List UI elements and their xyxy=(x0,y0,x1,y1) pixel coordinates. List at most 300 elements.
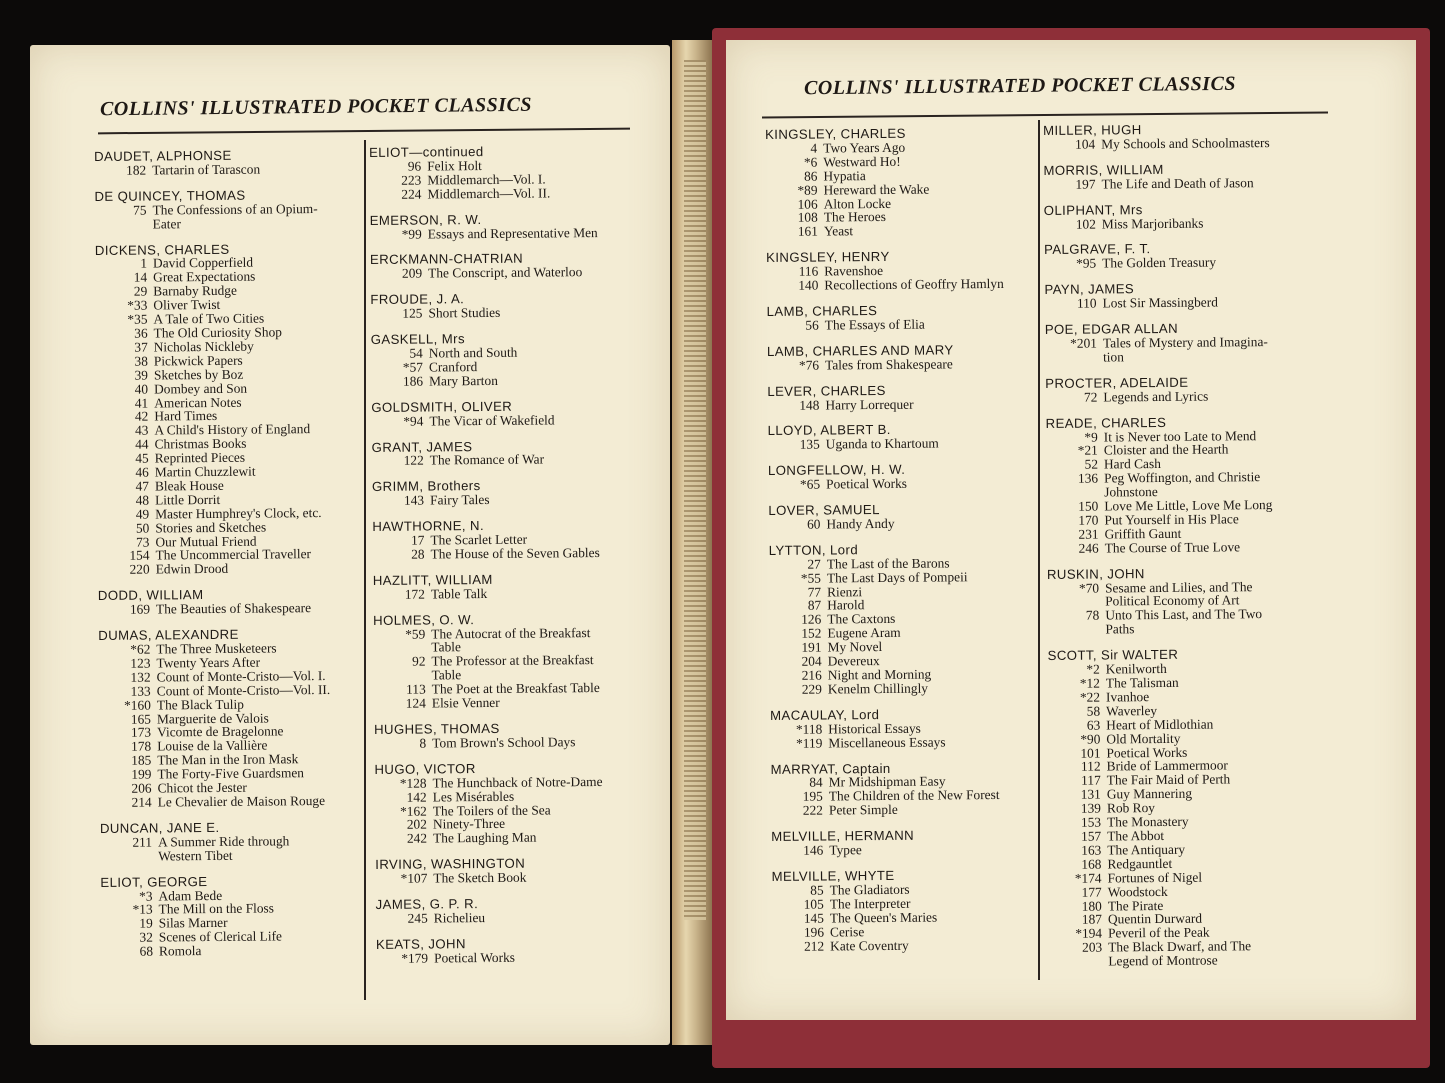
book-number: 29 xyxy=(133,283,148,299)
book-number: 133 xyxy=(130,683,151,699)
book-title: Felix Holt xyxy=(427,157,482,174)
book-title: Kenelm Chillingly xyxy=(827,680,929,697)
catalog-column-4 xyxy=(1043,122,1322,981)
book-title: Great Expectations xyxy=(153,268,256,285)
author-name: PROCTER, ADELAIDE xyxy=(1045,374,1189,391)
author-entry xyxy=(767,382,1039,412)
book-number: 85 xyxy=(810,882,824,898)
book-title: Bride of Lammermoor xyxy=(1106,757,1228,774)
book-title: Historical Essays xyxy=(828,720,921,737)
book-title: Elsie Venner xyxy=(431,694,500,711)
author-name: LOVER, SAMUEL xyxy=(768,502,880,519)
book-listing xyxy=(100,833,368,863)
book-title: The Three Musketeers xyxy=(156,640,277,657)
book-title: Cerise xyxy=(829,923,865,940)
book-title: The Pirate xyxy=(1107,897,1164,913)
book-title: The Toilers of the Sea xyxy=(432,801,551,818)
book-title: Poetical Works xyxy=(434,949,516,966)
book-title: Rienzi xyxy=(826,583,863,600)
book-number: *90 xyxy=(1080,731,1101,747)
book-title: Peter Simple xyxy=(828,802,898,818)
book-title: Cranford xyxy=(428,358,478,375)
author-name: DAUDET, ALPHONSE xyxy=(93,147,232,164)
book-number: 56 xyxy=(805,317,819,333)
book-title: Marguerite de Valois xyxy=(156,710,269,727)
book-title: The Old Curiosity Shop xyxy=(153,324,283,341)
book-title: Sesame and Lilies, and The Political Economy of Art xyxy=(1104,578,1253,609)
book-title: Mary Barton xyxy=(428,372,498,389)
book-number: *35 xyxy=(127,311,148,327)
book-title: Handy Andy xyxy=(826,515,895,532)
book-number: 214 xyxy=(131,794,152,810)
book-title: The Course of True Love xyxy=(1104,539,1241,556)
spine-binding-mesh xyxy=(684,60,706,920)
book-listing xyxy=(370,305,642,321)
book-title: Guy Mannering xyxy=(1106,785,1193,802)
book-listing xyxy=(766,277,1038,293)
book-title: Silas Marner xyxy=(158,915,228,931)
page-header-left: COLLINS' ILLUSTRATED POCKET CLASSICS xyxy=(99,93,533,121)
book-title: Tartarin of Tarascon xyxy=(152,161,261,178)
author-entry xyxy=(768,422,1040,452)
book-title: Our Mutual Friend xyxy=(155,533,257,550)
author-name: ERCKMANN-CHATRIAN xyxy=(369,251,524,268)
book-listing xyxy=(98,561,366,577)
book-listing xyxy=(1047,579,1319,609)
book-title: Essays and Representative Men xyxy=(427,224,598,242)
book-title: Devereux xyxy=(827,653,880,669)
book-number: 122 xyxy=(403,452,424,469)
book-title: The House of the Seven Gables xyxy=(430,544,600,562)
book-number: *12 xyxy=(1079,675,1100,691)
book-title: The Beauties of Shakespeare xyxy=(155,600,312,617)
author-name: MACAULAY, Lord xyxy=(770,706,880,723)
book-listing xyxy=(373,546,645,562)
book-number: 116 xyxy=(798,263,819,279)
book-title: The Poet at the Breakfast Table xyxy=(431,680,600,697)
book-number: 199 xyxy=(131,766,152,782)
book-number: 32 xyxy=(139,929,153,945)
book-title: Bleak House xyxy=(154,477,224,494)
book-number: *99 xyxy=(401,226,422,242)
book-number: *9 xyxy=(1084,429,1098,445)
book-title: The Talisman xyxy=(1105,674,1179,691)
book-title: The Last of the Barons xyxy=(826,555,950,572)
catalog-column-1 xyxy=(94,148,369,971)
author-entry xyxy=(1044,241,1316,271)
book-number: 163 xyxy=(1081,842,1102,858)
author-name: EMERSON, R. W. xyxy=(369,211,482,228)
book-title: Christmas Books xyxy=(154,435,247,452)
author-entry xyxy=(771,868,1044,954)
book-number: 110 xyxy=(1076,295,1097,311)
author-entry xyxy=(1045,321,1317,365)
book-listing xyxy=(375,830,647,846)
book-title: Harry Lorrequer xyxy=(825,396,914,412)
book-number: 86 xyxy=(803,168,818,184)
author-entry xyxy=(372,518,644,562)
book-number: 4 xyxy=(810,140,818,156)
book-number: 84 xyxy=(809,774,823,791)
book-listing xyxy=(373,625,645,655)
book-number: *65 xyxy=(799,476,821,492)
author-name: HAZLITT, WILLIAM xyxy=(372,571,493,588)
book-listing xyxy=(376,949,648,965)
author-name: LEVER, CHARLES xyxy=(767,382,886,399)
book-listing xyxy=(370,265,642,281)
book-number: 203 xyxy=(1082,939,1103,955)
book-listing xyxy=(767,356,1039,372)
book-number: *194 xyxy=(1075,925,1103,942)
author-entry xyxy=(1044,281,1316,311)
author-name: MELVILLE, WHYTE xyxy=(771,867,895,884)
author-name: HUGHES, THOMAS xyxy=(374,720,500,737)
book-number: 222 xyxy=(802,802,824,818)
book-number: 58 xyxy=(1086,703,1101,719)
author-entry xyxy=(1048,647,1323,969)
book-title: Ravenshoe xyxy=(824,263,884,279)
book-number: 212 xyxy=(803,938,825,954)
book-number: *174 xyxy=(1074,870,1102,886)
book-title: It is Never too Late to Mend xyxy=(1103,427,1257,444)
book-title: Peg Woffington, and Christie Johnstone xyxy=(1104,469,1261,500)
author-entry xyxy=(771,760,1043,818)
book-title: My Schools and Schoolmasters xyxy=(1101,134,1270,152)
book-number: *160 xyxy=(123,697,151,713)
book-title: Middlemarch—Vol. II. xyxy=(427,185,551,202)
book-title: Middlemarch—Vol. I. xyxy=(427,171,546,188)
book-title: Westward Ho! xyxy=(823,153,901,170)
author-name: GRANT, JAMES xyxy=(371,438,473,455)
book-title: The Golden Treasury xyxy=(1102,254,1217,271)
book-title: Louise de la Vallière xyxy=(157,737,268,754)
book-number: 77 xyxy=(807,584,822,600)
book-listing xyxy=(1046,470,1318,500)
author-name: LAMB, CHARLES xyxy=(766,302,878,319)
book-title: Barnaby Rudge xyxy=(153,283,237,299)
book-title: Heart of Midlothian xyxy=(1106,716,1214,733)
book-number: 153 xyxy=(1080,814,1102,830)
book-title: Griffith Gaunt xyxy=(1104,525,1182,542)
book-number: *76 xyxy=(798,357,820,373)
book-listing xyxy=(369,185,641,201)
book-listing xyxy=(1043,175,1315,191)
book-title: The Antiquary xyxy=(1107,841,1186,858)
author-name: HUGO, VICTOR xyxy=(374,760,476,777)
author-name: READE, CHARLES xyxy=(1045,414,1167,431)
book-number: 72 xyxy=(1083,389,1098,405)
book-number: 140 xyxy=(798,277,819,293)
book-number: 38 xyxy=(134,353,148,369)
book-title: Quentin Durward xyxy=(1107,911,1203,927)
author-name: HAWTHORNE, N. xyxy=(372,518,485,535)
book-title: Old Mortality xyxy=(1106,730,1181,747)
book-title: American Notes xyxy=(154,394,242,410)
author-name: FROUDE, J. A. xyxy=(370,291,465,308)
author-name: DE QUINCEY, THOMAS xyxy=(94,187,246,204)
book-title: Table Talk xyxy=(430,585,488,602)
book-number: *89 xyxy=(797,182,818,198)
book-title: Miss Marjoribanks xyxy=(1101,215,1204,232)
book-title: Cloister and the Hearth xyxy=(1103,441,1229,458)
book-number: 191 xyxy=(801,639,822,655)
book-number: 161 xyxy=(797,223,818,240)
book-title: Romola xyxy=(158,943,202,959)
author-entry xyxy=(1043,161,1315,191)
book-title: The Children of the New Forest xyxy=(828,787,1000,804)
book-title: Redgauntlet xyxy=(1107,855,1173,872)
book-title: The Confessions of an Opium- Eater xyxy=(152,200,318,232)
book-number: 87 xyxy=(807,597,822,614)
book-number: *162 xyxy=(399,803,427,819)
author-entry xyxy=(94,148,362,178)
book-title: The Queen's Maries xyxy=(829,909,938,926)
book-number: 245 xyxy=(407,910,428,926)
book-number: 112 xyxy=(1080,758,1101,775)
book-number: 185 xyxy=(131,752,152,768)
book-listing xyxy=(372,452,644,468)
book-title: Woodstock xyxy=(1107,883,1168,900)
book-number: 229 xyxy=(801,681,822,697)
book-number: 197 xyxy=(1075,176,1096,192)
book-number: 125 xyxy=(402,305,423,321)
book-number: 165 xyxy=(130,711,152,727)
book-number: 42 xyxy=(134,408,149,425)
author-name: MILLER, HUGH xyxy=(1042,122,1142,138)
book-title: The Caxtons xyxy=(827,611,896,627)
book-listing xyxy=(1047,607,1319,637)
book-number: 43 xyxy=(134,422,149,438)
book-title: The Black Dwarf, and The Legend of Montrose xyxy=(1108,938,1252,969)
author-entry xyxy=(375,856,647,886)
author-name: MARRYAT, Captain xyxy=(770,760,891,777)
book-title: Mr Midshipman Easy xyxy=(828,773,946,790)
book-number: 170 xyxy=(1078,512,1099,528)
author-name: GOLDSMITH, OLIVER xyxy=(371,398,513,415)
book-number: *59 xyxy=(405,626,426,642)
book-title: Count of Monte-Cristo—Vol. II. xyxy=(156,681,331,699)
author-entry xyxy=(1043,122,1315,152)
book-title: Fairy Tales xyxy=(430,492,490,508)
book-number: 186 xyxy=(402,373,424,389)
book-listing xyxy=(768,436,1040,452)
book-title: The Essays of Elia xyxy=(824,316,925,333)
book-title: The Scarlet Letter xyxy=(430,531,528,548)
book-number: 104 xyxy=(1075,136,1096,152)
book-number: 196 xyxy=(803,924,825,940)
book-title: Dombey and Son xyxy=(154,380,248,397)
book-number: *21 xyxy=(1077,442,1098,459)
book-number: 146 xyxy=(803,842,824,858)
book-number: 47 xyxy=(135,478,149,494)
book-number: *95 xyxy=(1076,255,1097,272)
book-number: 152 xyxy=(801,625,822,641)
book-listing xyxy=(1043,136,1315,152)
author-name: JAMES, G. P. R. xyxy=(375,896,479,913)
author-entry xyxy=(100,873,369,959)
book-title: The Hunchback of Notre-Dame xyxy=(432,773,603,791)
book-title: Lost Sir Massingberd xyxy=(1102,294,1218,311)
book-title: Typee xyxy=(829,842,862,858)
author-entry xyxy=(100,820,368,864)
book-number: 50 xyxy=(135,520,150,536)
book-title: Night and Morning xyxy=(827,666,932,683)
book-number: 105 xyxy=(803,896,824,912)
book-title: My Novel xyxy=(827,639,883,655)
book-title: A Child's History of England xyxy=(154,421,311,438)
author-entry xyxy=(767,342,1039,372)
book-title: Little Dorrit xyxy=(154,491,221,508)
book-title: Oliver Twist xyxy=(153,297,221,313)
author-entry xyxy=(374,760,647,846)
book-title: Fortunes of Nigel xyxy=(1107,869,1203,886)
book-title: The Fair Maid of Perth xyxy=(1106,771,1231,788)
book-listing xyxy=(374,695,646,711)
book-number: 211 xyxy=(132,834,153,850)
author-entry xyxy=(95,241,366,577)
book-title: The Life and Death of Jason xyxy=(1101,174,1254,192)
book-number: *107 xyxy=(400,870,428,886)
author-entry xyxy=(98,587,366,617)
book-title: Poetical Works xyxy=(1106,744,1188,761)
book-number: 49 xyxy=(135,506,150,522)
book-number: *119 xyxy=(796,735,823,751)
book-title: The Uncommercial Traveller xyxy=(155,546,312,563)
book-title: The Romance of War xyxy=(429,451,545,468)
book-number: 117 xyxy=(1081,772,1101,789)
author-entry xyxy=(1046,414,1319,555)
book-number: *62 xyxy=(130,641,151,657)
book-number: *201 xyxy=(1070,335,1097,351)
book-listing xyxy=(375,870,647,886)
book-listing xyxy=(373,653,645,683)
book-number: 46 xyxy=(135,464,149,480)
book-number: 150 xyxy=(1078,498,1099,514)
author-entry xyxy=(768,502,1040,532)
book-number: 195 xyxy=(802,788,823,805)
book-number: 19 xyxy=(139,915,153,931)
book-title: Poetical Works xyxy=(826,475,908,492)
author-entry xyxy=(376,896,648,926)
book-title: Uganda to Khartoum xyxy=(825,435,939,452)
book-listing xyxy=(1045,335,1317,365)
book-title: The Vicar of Wakefield xyxy=(429,411,555,429)
book-listing xyxy=(98,601,366,617)
book-title: The Conscript, and Waterloo xyxy=(428,264,583,281)
book-listing xyxy=(1044,215,1316,231)
author-entry xyxy=(372,438,644,468)
book-listing xyxy=(768,516,1040,532)
author-entry xyxy=(373,571,645,601)
book-number: 132 xyxy=(130,669,151,685)
book-number: 1 xyxy=(140,255,148,272)
book-listing xyxy=(372,492,644,508)
author-entry xyxy=(770,706,1042,750)
book-number: 28 xyxy=(411,546,425,562)
author-name: DICKENS, CHARLES xyxy=(94,241,230,258)
book-number: 45 xyxy=(135,450,149,466)
author-entry xyxy=(771,828,1043,858)
book-number: 154 xyxy=(129,547,150,564)
book-listing xyxy=(770,681,1042,697)
book-number: *179 xyxy=(401,950,429,966)
book-title: Legends and Lyrics xyxy=(1103,388,1209,405)
book-number: 145 xyxy=(803,910,824,926)
book-title: Scenes of Clerical Life xyxy=(158,928,283,945)
author-name: DODD, WILLIAM xyxy=(97,587,204,604)
author-name: ELIOT—continued xyxy=(368,144,484,160)
book-title: Reprinted Pieces xyxy=(154,449,246,466)
book-title: The Gladiators xyxy=(829,881,910,898)
book-number: 148 xyxy=(799,397,820,413)
book-title: North and South xyxy=(428,344,518,361)
author-entry xyxy=(371,331,643,389)
book-number: 182 xyxy=(126,162,147,178)
book-title: Vicomte de Bragelonne xyxy=(157,723,284,740)
book-listing xyxy=(1050,939,1322,969)
book-number: 123 xyxy=(130,655,151,671)
book-listing xyxy=(1044,255,1316,271)
book-title: Ivanhoe xyxy=(1105,689,1150,705)
book-number: 187 xyxy=(1081,911,1103,928)
book-number: 204 xyxy=(801,653,822,669)
author-name: ELIOT, GEORGE xyxy=(100,873,208,890)
book-listing xyxy=(770,734,1042,750)
book-number: *2 xyxy=(1086,661,1100,677)
book-number: 169 xyxy=(129,601,151,617)
author-entry xyxy=(1044,201,1316,231)
author-name: GASKELL, Mrs xyxy=(370,331,465,348)
book-number: 40 xyxy=(134,381,149,397)
book-title: Richelieu xyxy=(433,909,486,926)
author-entry xyxy=(769,541,1042,696)
author-entry xyxy=(765,126,1038,240)
book-number: 101 xyxy=(1080,745,1101,761)
catalog-column-3 xyxy=(765,126,1044,966)
author-name: HOLMES, O. W. xyxy=(373,611,475,628)
author-name: GRIMM, Brothers xyxy=(371,478,481,495)
book-number: 206 xyxy=(131,780,152,796)
book-number: 143 xyxy=(403,492,425,508)
book-title: The Forty-Five Guardsmen xyxy=(157,765,305,782)
book-number: 108 xyxy=(797,209,818,226)
book-number: 168 xyxy=(1081,856,1102,872)
book-number: 36 xyxy=(134,325,148,341)
book-title: Tales of Mystery and Imagina- tion xyxy=(1102,334,1268,365)
book-number: 52 xyxy=(1084,456,1099,472)
book-number: 231 xyxy=(1078,526,1099,542)
book-number: 54 xyxy=(409,345,423,361)
book-number: 216 xyxy=(801,667,822,683)
author-name: PALGRAVE, F. T. xyxy=(1044,241,1151,258)
author-name: IRVING, WASHINGTON xyxy=(375,855,526,873)
book-number: 202 xyxy=(406,816,427,833)
book-title: Recollections of Geoffry Hamlyn xyxy=(824,275,1004,293)
book-number: *70 xyxy=(1078,580,1100,596)
book-title: Tom Brown's School Days xyxy=(432,734,576,751)
author-name: SCOTT, Sir WALTER xyxy=(1047,647,1179,664)
book-number: 37 xyxy=(134,339,148,355)
book-title: Pickwick Papers xyxy=(153,352,243,369)
book-listing xyxy=(371,372,643,388)
author-name: DUNCAN, JANE E. xyxy=(99,819,220,836)
page-header-right: COLLINS' ILLUSTRATED POCKET CLASSICS xyxy=(803,72,1237,100)
book-listing xyxy=(370,225,642,241)
book-title: The Black Tulip xyxy=(156,696,244,713)
author-entry xyxy=(370,291,642,321)
book-title: The Professor at the Breakfast Table xyxy=(431,652,594,683)
book-number: *33 xyxy=(127,297,148,313)
